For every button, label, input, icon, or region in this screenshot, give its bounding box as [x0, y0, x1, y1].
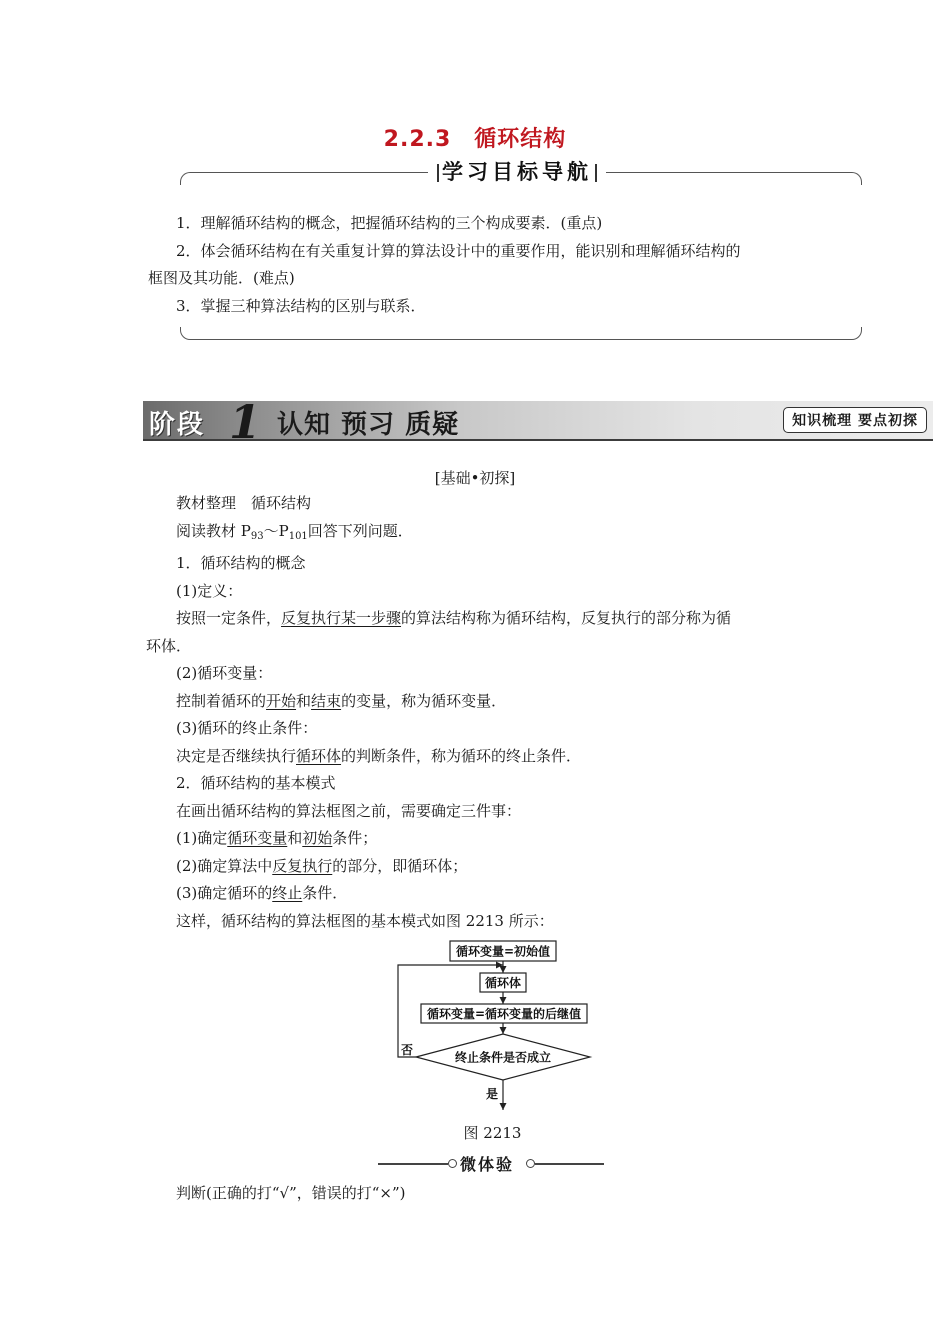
s1-def-text-cont: 环体． — [146, 636, 192, 655]
goal-item: 1．理解循环结构的概念，把握循环结构的三个构成要素．(重点) — [176, 214, 603, 232]
flow-no-label: 否 — [401, 1043, 414, 1057]
s2-title: 2．循环结构的基本模式 — [176, 774, 336, 792]
flow-box-init-label: 循环变量=初始值 — [455, 944, 551, 959]
goal-item: 3．掌握三种算法结构的区别与联系． — [176, 296, 426, 315]
flow-yes-label: 是 — [486, 1087, 499, 1101]
s1-def-text: 按照一定条件，反复执行某一步骤的算法结构称为循环结构，反复执行的部分称为循 — [176, 609, 732, 627]
goals-header — [428, 156, 606, 186]
s1-end-text: 决定是否继续执行循环体的判断条件，称为循环的终止条件． — [176, 746, 582, 765]
s1-title: 1．循环结构的概念 — [176, 554, 306, 572]
s1-end-label: (3)循环的终止条件： — [176, 719, 318, 737]
stage-tag: 知识梳理 要点初探 — [783, 407, 927, 433]
mini-test-left-rule — [378, 1163, 448, 1165]
read-instruction: 阅读教材 $P_{93}\sim P_{101}$回答下列问题． — [176, 521, 413, 542]
s1-def-label: (1)定义： — [176, 581, 243, 600]
s2-item-3: (3)确定循环的终止条件． — [176, 884, 348, 902]
s2-figure-intro: 这样，循环结构的算法框图的基本模式如图 2213 所示： — [176, 911, 554, 930]
mini-test-left-dot — [448, 1159, 457, 1168]
mini-test-header — [378, 1152, 604, 1176]
mini-test-label: 微体验 — [460, 1155, 515, 1174]
figure-caption: 图 2213 — [463, 1124, 522, 1142]
s2-item-1: (1)确定循环变量和初始条件； — [176, 829, 378, 847]
stage-number: 1 — [229, 395, 262, 449]
main-content — [146, 490, 816, 935]
judge-instruction: 判断(正确的打“√”，错误的打“×”) — [176, 1184, 406, 1202]
section-label: [基础•初探] — [434, 469, 516, 487]
s2-intro: 在画出循环结构的算法框图之前，需要确定三件事： — [176, 801, 522, 820]
page-title: 2.2.3 循环结构 — [383, 127, 567, 152]
stage-word: 阶段 — [149, 410, 206, 440]
stage-title: 认知 预习 质疑 — [277, 410, 460, 440]
goal-item-continued: 框图及其功能．(难点) — [148, 269, 295, 287]
s1-var-text: 控制着循环的开始和结束的变量，称为循环变量． — [176, 691, 507, 710]
flow-decision-label: 终止条件是否成立 — [454, 1050, 552, 1065]
goal-item: 2．体会循环结构在有关重复计算的算法设计中的重要作用，能识别和理解循环结构的 — [176, 241, 741, 260]
section-heading: 教材整理 循环结构 — [176, 494, 312, 512]
s2-item-2: (2)确定算法中反复执行的部分，即循环体； — [176, 856, 468, 875]
goals-bottom-border — [180, 327, 862, 340]
goals-label: 学习目标导航 — [442, 160, 592, 184]
loop-flowchart — [380, 936, 610, 1116]
flow-box-next-label: 循环变量=循环变量的后继值 — [426, 1007, 582, 1021]
goals-list — [148, 210, 826, 320]
mini-test-right-dot — [526, 1159, 535, 1168]
stage-banner — [143, 395, 933, 449]
s1-var-label: (2)循环变量： — [176, 664, 273, 682]
flow-box-body-label: 循环体 — [484, 976, 522, 990]
mini-test-right-rule — [535, 1163, 604, 1165]
